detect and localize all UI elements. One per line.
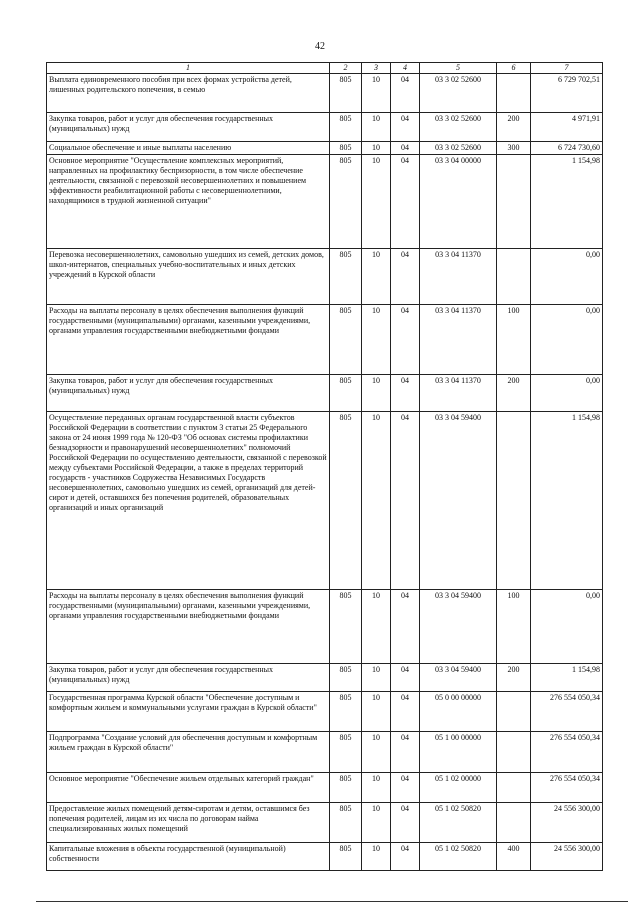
row-name: Расходы на выплаты персоналу в целях обеспечения выполнения функций государственными (муниципальными) органами, казенными учреждениями, органами управления государственными внебюджетными фондами [47,305,330,375]
row-expense-type [497,803,531,843]
budget-table [46,62,603,871]
row-name: Закупка товаров, работ и услуг для обеспечения государственных (муниципальных) нужд [47,664,330,692]
row-section-code: 10 [362,803,391,843]
row-ministry-code: 805 [330,773,362,803]
row-ministry-code: 805 [330,155,362,249]
row-amount: 1 154,98 [531,412,603,590]
row-target-code: 03 3 04 11370 [420,249,497,305]
row-amount: 276 554 050,34 [531,732,603,773]
row-target-code: 03 3 04 59400 [420,590,497,664]
row-target-code: 05 1 02 00000 [420,773,497,803]
row-target-code: 05 0 00 00000 [420,692,497,732]
table-row [47,305,603,375]
row-name: Основное мероприятие "Обеспечение жильем отдельных категорий граждан" [47,773,330,803]
row-ministry-code: 805 [330,843,362,871]
row-expense-type: 200 [497,664,531,692]
row-amount: 1 154,98 [531,155,603,249]
row-subsection-code: 04 [391,803,420,843]
row-expense-type: 100 [497,305,531,375]
row-expense-type [497,732,531,773]
row-section-code: 10 [362,412,391,590]
row-ministry-code: 805 [330,732,362,773]
row-target-code: 05 1 02 50820 [420,803,497,843]
row-expense-type: 200 [497,375,531,412]
row-subsection-code: 04 [391,305,420,375]
row-amount: 0,00 [531,375,603,412]
row-expense-type: 200 [497,113,531,142]
row-name: Государственная программа Курской области "Обеспечение доступным и комфортным жильем и коммунальными услугами граждан в Курской области" [47,692,330,732]
row-subsection-code: 04 [391,692,420,732]
row-name: Социальное обеспечение и иные выплаты населению [47,142,330,155]
row-target-code: 03 3 02 52600 [420,142,497,155]
row-expense-type [497,692,531,732]
row-ministry-code: 805 [330,412,362,590]
row-ministry-code: 805 [330,113,362,142]
page-number: 42 [315,41,325,52]
row-amount: 0,00 [531,305,603,375]
row-target-code: 05 1 00 00000 [420,732,497,773]
row-ministry-code: 805 [330,305,362,375]
row-name: Капитальные вложения в объекты государственной (муниципальной) собственности [47,843,330,871]
table-row [47,664,603,692]
table-row [47,773,603,803]
row-name: Предоставление жилых помещений детям-сиротам и детям, оставшимся без попечения родителей, лицам из их числа по договорам найма специализированных жилых помещений [47,803,330,843]
row-target-code: 05 1 02 50820 [420,843,497,871]
row-expense-type [497,74,531,113]
row-target-code: 03 3 04 59400 [420,664,497,692]
table-row [47,412,603,590]
row-subsection-code: 04 [391,773,420,803]
row-section-code: 10 [362,142,391,155]
row-subsection-code: 04 [391,590,420,664]
table-row [47,803,603,843]
row-subsection-code: 04 [391,249,420,305]
row-subsection-code: 04 [391,664,420,692]
table-row [47,142,603,155]
row-section-code: 10 [362,249,391,305]
table-row [47,375,603,412]
column-header: 3 [362,63,391,74]
row-ministry-code: 805 [330,803,362,843]
row-name: Расходы на выплаты персоналу в целях обеспечения выполнения функций государственными (муниципальными) органами, казенными учреждениями, органами управления государственными внебюджетными фондами [47,590,330,664]
column-header: 7 [531,63,603,74]
row-target-code: 03 3 02 52600 [420,74,497,113]
table-header-row [47,63,603,74]
row-expense-type [497,773,531,803]
row-ministry-code: 805 [330,375,362,412]
row-expense-type [497,412,531,590]
row-amount: 276 554 050,34 [531,692,603,732]
table-row [47,732,603,773]
row-name: Подпрограмма "Создание условий для обеспечения доступным и комфортным жильем граждан в Курской области" [47,732,330,773]
row-section-code: 10 [362,113,391,142]
column-header: 2 [330,63,362,74]
column-header: 5 [420,63,497,74]
row-subsection-code: 04 [391,113,420,142]
table-row [47,843,603,871]
row-subsection-code: 04 [391,412,420,590]
row-expense-type: 100 [497,590,531,664]
row-amount: 6 729 702,51 [531,74,603,113]
row-target-code: 03 3 04 00000 [420,155,497,249]
column-header: 6 [497,63,531,74]
row-subsection-code: 04 [391,155,420,249]
row-amount: 24 556 300,00 [531,843,603,871]
table-row [47,113,603,142]
column-header: 1 [47,63,330,74]
row-name: Закупка товаров, работ и услуг для обеспечения государственных (муниципальных) нужд [47,113,330,142]
row-name: Закупка товаров, работ и услуг для обеспечения государственных (муниципальных) нужд [47,375,330,412]
row-name: Основное мероприятие "Осуществление комплексных мероприятий, направленных на профилактику беспризорности, в том числе обеспечение деятельности, связанной с перевозкой несовершеннолетних и повышением эффективности реабилитационной работы с несовершеннолетними, находящимися в трудной жизненной ситуации" [47,155,330,249]
row-subsection-code: 04 [391,732,420,773]
row-expense-type: 300 [497,142,531,155]
row-section-code: 10 [362,155,391,249]
row-ministry-code: 805 [330,590,362,664]
row-section-code: 10 [362,773,391,803]
row-section-code: 10 [362,305,391,375]
row-section-code: 10 [362,843,391,871]
row-amount: 1 154,98 [531,664,603,692]
row-name: Осуществление переданных органам государственной власти субъектов Российской Федерации в соответствии с пунктом 3 статьи 25 Федерального закона от 24 июня 1999 года № 120-ФЗ "Об основах системы профилактики безнадзорности и правонарушений несовершеннолетних" полномочий Российской Федерации по осуществлению деятельности, связанной с перевозкой между субъектами Российской Федерации, а также в пределах территорий государств - участников Содружества Независимых Государств несовершеннолетних, самовольно ушедших из семей, организаций для детей-сирот и детей, оставшихся без попечения родителей, образовательных организаций и иных организаций [47,412,330,590]
row-expense-type [497,155,531,249]
table-row [47,692,603,732]
row-subsection-code: 04 [391,375,420,412]
row-section-code: 10 [362,664,391,692]
row-target-code: 03 3 02 52600 [420,113,497,142]
row-expense-type: 400 [497,843,531,871]
row-subsection-code: 04 [391,843,420,871]
row-section-code: 10 [362,692,391,732]
table-row [47,155,603,249]
row-section-code: 10 [362,732,391,773]
row-ministry-code: 805 [330,664,362,692]
row-ministry-code: 805 [330,142,362,155]
row-ministry-code: 805 [330,249,362,305]
row-amount: 0,00 [531,249,603,305]
bottom-rule [36,901,628,902]
row-amount: 0,00 [531,590,603,664]
row-target-code: 03 3 04 11370 [420,305,497,375]
row-expense-type [497,249,531,305]
row-section-code: 10 [362,74,391,113]
row-target-code: 03 3 04 59400 [420,412,497,590]
row-amount: 24 556 300,00 [531,803,603,843]
table-row [47,590,603,664]
row-name: Перевозка несовершеннолетних, самовольно ушедших из семей, детских домов, школ-интернатов, специальных учебно-воспитательных и иных детских учреждений в Курской области [47,249,330,305]
row-ministry-code: 805 [330,692,362,732]
row-section-code: 10 [362,590,391,664]
row-target-code: 03 3 04 11370 [420,375,497,412]
row-amount: 276 554 050,34 [531,773,603,803]
row-amount: 4 971,91 [531,113,603,142]
row-section-code: 10 [362,375,391,412]
row-subsection-code: 04 [391,74,420,113]
row-subsection-code: 04 [391,142,420,155]
row-ministry-code: 805 [330,74,362,113]
row-name: Выплата единовременного пособия при всех формах устройства детей, лишенных родительского попечения, в семью [47,74,330,113]
row-amount: 6 724 730,60 [531,142,603,155]
table-row [47,249,603,305]
table-row [47,74,603,113]
column-header: 4 [391,63,420,74]
